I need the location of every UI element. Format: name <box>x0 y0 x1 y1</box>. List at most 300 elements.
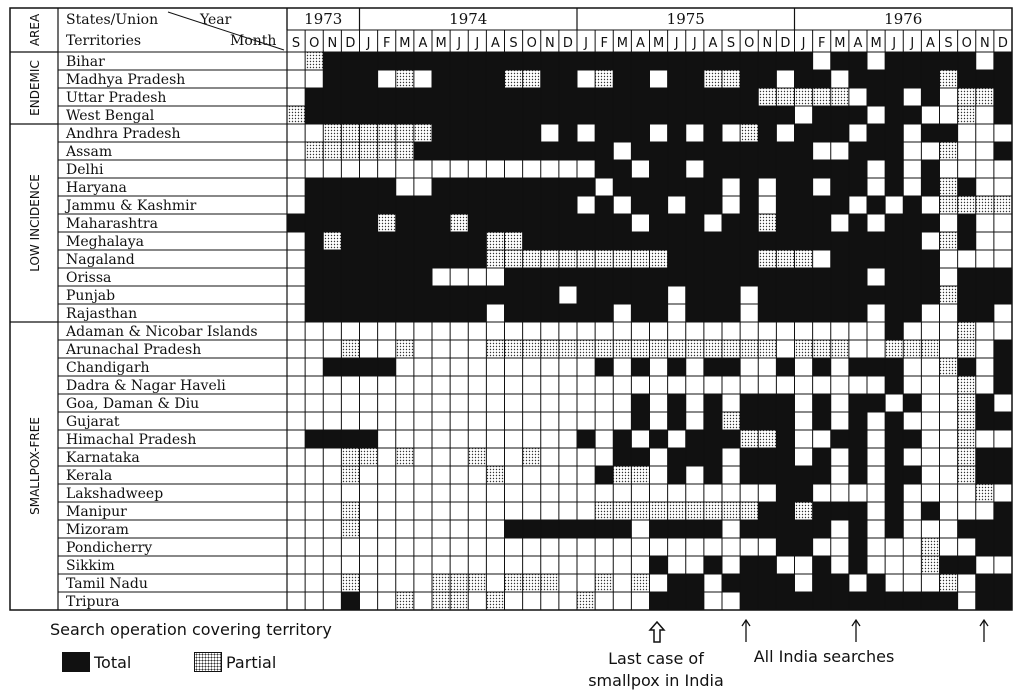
cell-total <box>776 286 794 304</box>
cell-total <box>867 358 885 376</box>
cell-partial <box>360 124 378 142</box>
cell-partial <box>305 52 323 70</box>
month-label: A <box>708 36 718 51</box>
cell-total <box>976 448 994 466</box>
month-label: M <box>616 36 628 51</box>
cell-total <box>776 304 794 322</box>
cell-total <box>849 430 867 448</box>
cell-total <box>468 304 486 322</box>
state-name: Maharashtra <box>66 216 158 232</box>
cell-partial <box>940 574 958 592</box>
cell-total <box>813 214 831 232</box>
cell-total <box>559 214 577 232</box>
state-name: Gujarat <box>66 414 120 430</box>
state-name: Andhra Pradesh <box>66 126 181 142</box>
cell-total <box>758 556 776 574</box>
cell-total <box>595 214 613 232</box>
cell-total <box>650 52 668 70</box>
cell-partial <box>958 394 976 412</box>
cell-total <box>631 88 649 106</box>
cell-total <box>921 502 939 520</box>
cell-total <box>795 142 813 160</box>
cell-total <box>849 358 867 376</box>
cell-partial <box>505 70 523 88</box>
cell-partial <box>468 574 486 592</box>
cell-partial <box>940 286 958 304</box>
cell-total <box>650 232 668 250</box>
cell-total <box>323 268 341 286</box>
cell-total <box>305 178 323 196</box>
cell-total <box>595 160 613 178</box>
cell-total <box>450 124 468 142</box>
cell-total <box>323 358 341 376</box>
cell-total <box>776 538 794 556</box>
cell-total <box>631 358 649 376</box>
cell-total <box>378 232 396 250</box>
cell-total <box>323 178 341 196</box>
cell-total <box>541 214 559 232</box>
cell-total <box>813 358 831 376</box>
cell-total <box>831 268 849 286</box>
cell-total <box>686 142 704 160</box>
cell-total <box>523 52 541 70</box>
cell-total <box>323 70 341 88</box>
cell-total <box>758 592 776 610</box>
cell-total <box>686 286 704 304</box>
cell-total <box>341 70 359 88</box>
cell-total <box>432 286 450 304</box>
cell-partial <box>976 196 994 214</box>
cell-total <box>940 556 958 574</box>
cell-total <box>378 178 396 196</box>
cell-partial <box>414 124 432 142</box>
cell-total <box>341 214 359 232</box>
cell-total <box>994 412 1012 430</box>
cell-total <box>686 448 704 466</box>
cell-partial <box>940 232 958 250</box>
cell-total <box>432 304 450 322</box>
cell-total <box>577 520 595 538</box>
cell-partial <box>831 340 849 358</box>
cell-total <box>722 160 740 178</box>
state-name: Pondicherry <box>66 540 153 556</box>
cell-total <box>414 142 432 160</box>
cell-total <box>613 52 631 70</box>
cell-total <box>287 214 305 232</box>
cell-total <box>921 268 939 286</box>
cell-total <box>360 358 378 376</box>
cell-total <box>976 286 994 304</box>
cell-total <box>668 232 686 250</box>
cell-total <box>740 466 758 484</box>
cell-total <box>740 88 758 106</box>
cell-total <box>813 592 831 610</box>
cell-partial <box>758 250 776 268</box>
cell-total <box>994 106 1012 124</box>
cell-total <box>650 520 668 538</box>
cell-total <box>305 232 323 250</box>
cell-total <box>432 178 450 196</box>
cell-total <box>976 538 994 556</box>
cell-total <box>940 592 958 610</box>
cell-total <box>559 196 577 214</box>
cell-total <box>450 88 468 106</box>
cell-total <box>849 502 867 520</box>
cell-total <box>378 286 396 304</box>
cell-total <box>758 70 776 88</box>
cell-partial <box>958 430 976 448</box>
cell-total <box>903 52 921 70</box>
cell-total <box>722 214 740 232</box>
cell-total <box>378 358 396 376</box>
cell-total <box>305 250 323 268</box>
cell-partial <box>940 178 958 196</box>
month-label: J <box>674 36 679 51</box>
cell-total <box>668 268 686 286</box>
cell-partial <box>486 232 504 250</box>
cell-total <box>813 520 831 538</box>
cell-total <box>758 448 776 466</box>
cell-total <box>849 556 867 574</box>
cell-total <box>486 70 504 88</box>
cell-total <box>341 268 359 286</box>
cell-total <box>813 448 831 466</box>
cell-total <box>921 214 939 232</box>
cell-total <box>686 232 704 250</box>
cell-total <box>813 394 831 412</box>
all-india-arrow-3-icon <box>978 618 990 644</box>
cell-partial <box>323 124 341 142</box>
cell-total <box>468 88 486 106</box>
cell-total <box>885 88 903 106</box>
cell-total <box>613 430 631 448</box>
state-name: Himachal Pradesh <box>66 432 197 448</box>
cell-total <box>722 430 740 448</box>
cell-total <box>523 196 541 214</box>
cell-total <box>795 304 813 322</box>
cell-partial <box>740 340 758 358</box>
cell-total <box>396 250 414 268</box>
cell-total <box>867 196 885 214</box>
cell-total <box>885 466 903 484</box>
cell-total <box>613 448 631 466</box>
cell-total <box>885 142 903 160</box>
cell-partial <box>505 232 523 250</box>
cell-total <box>341 430 359 448</box>
all-india-arrow-1-icon <box>740 618 752 644</box>
cell-total <box>541 196 559 214</box>
cell-partial <box>758 88 776 106</box>
state-name: Kerala <box>66 468 113 484</box>
cell-partial <box>450 214 468 232</box>
cell-total <box>631 412 649 430</box>
cell-partial <box>486 340 504 358</box>
year-header-label: Year <box>200 12 232 28</box>
cell-total <box>885 106 903 124</box>
cell-total <box>740 268 758 286</box>
cell-total <box>885 52 903 70</box>
cell-partial <box>432 574 450 592</box>
cell-total <box>976 412 994 430</box>
cell-total <box>613 520 631 538</box>
cell-total <box>450 106 468 124</box>
cell-total <box>795 70 813 88</box>
cell-total <box>305 286 323 304</box>
cell-total <box>595 358 613 376</box>
cell-total <box>849 304 867 322</box>
cell-total <box>686 574 704 592</box>
cell-total <box>758 502 776 520</box>
cell-total <box>994 466 1012 484</box>
cell-total <box>740 592 758 610</box>
month-label: S <box>944 36 953 51</box>
cell-total <box>795 520 813 538</box>
cell-total <box>686 520 704 538</box>
month-label: F <box>382 36 391 51</box>
cell-total <box>541 520 559 538</box>
cell-total <box>958 52 976 70</box>
cell-partial <box>595 502 613 520</box>
month-label: D <box>345 36 356 51</box>
cell-total <box>559 106 577 124</box>
cell-total <box>396 232 414 250</box>
cell-partial <box>505 574 523 592</box>
cell-partial <box>940 70 958 88</box>
cell-partial <box>523 448 541 466</box>
cell-total <box>305 430 323 448</box>
cell-partial <box>795 340 813 358</box>
cell-total <box>505 520 523 538</box>
cell-total <box>432 88 450 106</box>
cell-total <box>776 232 794 250</box>
state-name: Goa, Daman & Diu <box>66 396 200 412</box>
cell-total <box>450 52 468 70</box>
cell-total <box>795 196 813 214</box>
cell-total <box>776 268 794 286</box>
cell-total <box>885 268 903 286</box>
cell-total <box>668 178 686 196</box>
cell-total <box>341 250 359 268</box>
cell-partial <box>341 574 359 592</box>
cell-total <box>758 466 776 484</box>
month-label: J <box>366 36 371 51</box>
year-label: 1973 <box>304 10 343 28</box>
area-group-label: SMALLPOX-FREE <box>28 417 42 515</box>
cell-partial <box>341 142 359 160</box>
cell-total <box>650 556 668 574</box>
cell-total <box>867 70 885 88</box>
cell-total <box>958 556 976 574</box>
cell-total <box>650 268 668 286</box>
cell-total <box>704 196 722 214</box>
cell-total <box>903 466 921 484</box>
cell-total <box>867 250 885 268</box>
cell-total <box>631 142 649 160</box>
cell-total <box>378 268 396 286</box>
cell-partial <box>776 250 794 268</box>
cell-partial <box>396 340 414 358</box>
month-label: J <box>584 36 588 51</box>
cell-partial <box>650 250 668 268</box>
cell-total <box>378 52 396 70</box>
cell-total <box>668 142 686 160</box>
cell-partial <box>686 340 704 358</box>
cell-total <box>831 52 849 70</box>
cell-total <box>740 520 758 538</box>
cell-total <box>595 88 613 106</box>
cell-total <box>432 232 450 250</box>
cell-total <box>668 574 686 592</box>
cell-partial <box>541 574 559 592</box>
cell-total <box>849 538 867 556</box>
cell-total <box>867 592 885 610</box>
cell-partial <box>341 340 359 358</box>
cell-total <box>813 232 831 250</box>
cell-total <box>686 106 704 124</box>
cell-partial <box>668 502 686 520</box>
cell-partial <box>921 340 939 358</box>
cell-total <box>776 448 794 466</box>
cell-total <box>867 88 885 106</box>
cell-total <box>849 178 867 196</box>
cell-total <box>577 268 595 286</box>
cell-total <box>378 304 396 322</box>
cell-total <box>577 430 595 448</box>
cell-total <box>831 592 849 610</box>
cell-total <box>613 88 631 106</box>
cell-partial <box>940 196 958 214</box>
cell-total <box>505 268 523 286</box>
cell-total <box>958 232 976 250</box>
cell-total <box>396 196 414 214</box>
cell-total <box>305 268 323 286</box>
cell-total <box>595 142 613 160</box>
cell-total <box>650 142 668 160</box>
cell-total <box>867 232 885 250</box>
cell-total <box>360 250 378 268</box>
cell-partial <box>958 448 976 466</box>
cell-partial <box>885 340 903 358</box>
cell-total <box>885 520 903 538</box>
last-case-arrow-icon <box>648 620 666 644</box>
cell-partial <box>323 142 341 160</box>
cell-total <box>849 466 867 484</box>
cell-total <box>849 232 867 250</box>
cell-total <box>740 556 758 574</box>
cell-total <box>849 106 867 124</box>
cell-partial <box>305 142 323 160</box>
cell-total <box>468 124 486 142</box>
cell-partial <box>631 250 649 268</box>
cell-total <box>940 52 958 70</box>
cell-total <box>650 286 668 304</box>
cell-total <box>577 142 595 160</box>
state-name: Bihar <box>66 54 105 70</box>
cell-total <box>414 52 432 70</box>
cell-total <box>958 304 976 322</box>
cell-total <box>486 88 504 106</box>
cell-partial <box>613 250 631 268</box>
cell-partial <box>740 502 758 520</box>
cell-total <box>577 178 595 196</box>
cell-total <box>378 250 396 268</box>
cell-total <box>994 574 1012 592</box>
cell-total <box>704 124 722 142</box>
cell-total <box>523 232 541 250</box>
cell-total <box>921 88 939 106</box>
cell-total <box>813 70 831 88</box>
state-name: Mizoram <box>66 522 129 538</box>
cell-total <box>849 592 867 610</box>
month-label: J <box>801 36 806 51</box>
cell-partial <box>450 592 468 610</box>
cell-partial <box>631 340 649 358</box>
cell-partial <box>903 340 921 358</box>
cell-total <box>414 268 432 286</box>
cell-total <box>668 394 686 412</box>
cell-total <box>831 160 849 178</box>
cell-total <box>740 412 758 430</box>
cell-total <box>486 178 504 196</box>
cell-total <box>921 250 939 268</box>
cell-total <box>795 178 813 196</box>
cell-partial <box>958 466 976 484</box>
cell-total <box>559 232 577 250</box>
cell-total <box>305 106 323 124</box>
cell-partial <box>323 232 341 250</box>
cell-total <box>758 304 776 322</box>
cell-partial <box>396 142 414 160</box>
cell-partial <box>523 250 541 268</box>
cell-total <box>341 52 359 70</box>
cell-total <box>360 52 378 70</box>
cell-partial <box>577 250 595 268</box>
area-header-label: AREA <box>28 13 42 47</box>
cell-total <box>758 142 776 160</box>
state-name: Assam <box>66 144 113 160</box>
cell-total <box>595 466 613 484</box>
state-name: Nagaland <box>66 252 135 268</box>
month-label: S <box>509 36 518 51</box>
cell-total <box>921 52 939 70</box>
cell-partial <box>650 502 668 520</box>
cell-partial <box>486 592 504 610</box>
cell-total <box>595 268 613 286</box>
cell-total <box>305 196 323 214</box>
cell-total <box>468 70 486 88</box>
cell-total <box>776 142 794 160</box>
cell-partial <box>541 340 559 358</box>
cell-total <box>758 52 776 70</box>
cell-total <box>704 448 722 466</box>
month-label: S <box>726 36 736 51</box>
cell-total <box>360 178 378 196</box>
state-name: West Bengal <box>66 108 155 124</box>
cell-total <box>559 142 577 160</box>
cell-total <box>704 394 722 412</box>
cell-total <box>758 412 776 430</box>
cell-total <box>650 196 668 214</box>
cell-total <box>668 70 686 88</box>
cell-partial <box>722 412 740 430</box>
month-label: M <box>834 36 846 51</box>
cell-total <box>323 250 341 268</box>
cell-total <box>813 466 831 484</box>
cell-partial <box>486 250 504 268</box>
cell-total <box>559 70 577 88</box>
cell-total <box>432 214 450 232</box>
cell-total <box>414 304 432 322</box>
